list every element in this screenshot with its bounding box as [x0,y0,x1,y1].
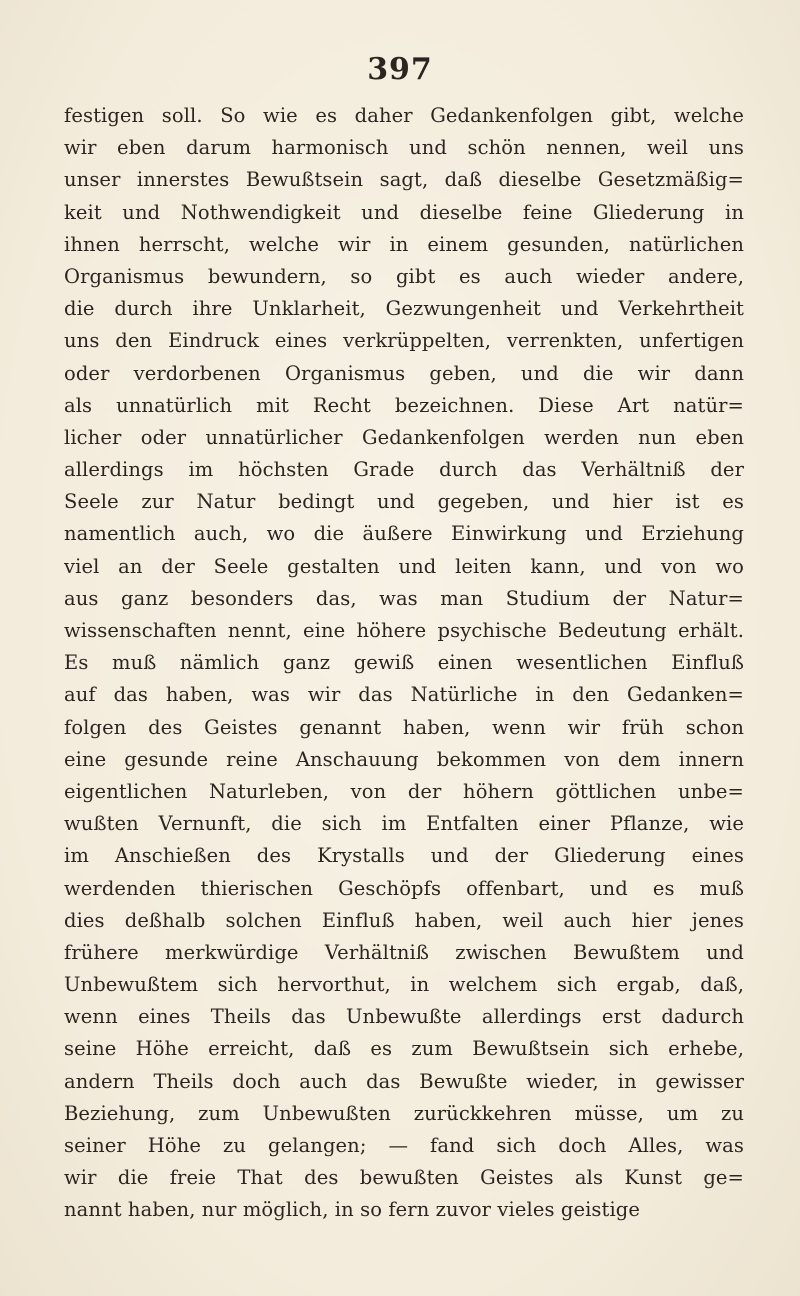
text-line: festigen soll. So wie es daher Gedankenfolgen gibt, welche [64,104,744,127]
text-line: licher oder unnatürlicher Gedankenfolgen werden nun eben [64,425,744,449]
text-line: viel an der Seele gestalten und leiten kann, und von wo [64,554,744,578]
text-line: Unbewußtem sich hervorthut, in welchem sich ergab, daß, [64,973,744,997]
text-line: Organismus bewundern, so gibt es auch wieder andere, [64,264,744,288]
text-line: auf das haben, was wir das Natürliche in den Gedanken= [64,683,744,707]
text-line: Beziehung, zum Unbewußten zurückkehren müsse, um zu [64,1101,744,1125]
text-line: keit und Nothwendigkeit und dieselbe feine Gliederung in [64,200,744,224]
text-line: Es muß nämlich ganz gewiß einen wesentlichen Einfluß [64,651,744,675]
text-line: eigentlichen Naturleben, von der höhern göttlichen unbe= [64,779,744,803]
text-line: unser innerstes Bewußtsein sagt, daß dieselbe Gesetzmäßig= [64,168,744,192]
body-text [64,100,744,1227]
text-line: als unnatürlich mit Recht bezeichnen. Diese Art natür= [64,393,744,417]
text-line: wir die freie That des bewußten Geistes als Kunst ge= [64,1166,744,1190]
text-line: frühere merkwürdige Verhältniß zwischen Bewußtem und [64,940,744,964]
text-line: im Anschießen des Krystalls und der Gliederung eines [64,844,744,868]
text-line: die durch ihre Unklarheit, Gezwungenheit und Verkehrtheit [64,297,744,321]
text-line: seiner Höhe zu gelangen; — fand sich doch Alles, was [64,1134,744,1157]
text-line: wußten Vernunft, die sich im Entfalten einer Pflanze, wie [64,812,744,836]
text-line: seine Höhe erreicht, daß es zum Bewußtsein sich erhebe, [64,1037,744,1061]
text-line: wenn eines Theils das Unbewußte allerdings erst dadurch [64,1005,744,1029]
text-line: Seele zur Natur bedingt und gegeben, und hier ist es [64,490,744,514]
page-number: 397 [367,52,433,87]
text-line: wissenschaften nennt, eine höhere psychische Bedeutung erhält. [64,619,744,642]
text-line: dies deßhalb solchen Einfluß haben, weil auch hier jenes [64,908,744,932]
text-line: aus ganz besonders das, was man Studium der Natur= [64,586,744,610]
text-line: eine gesunde reine Anschauung bekommen von dem innern [64,747,744,771]
text-line: ihnen herrscht, welche wir in einem gesunden, natürlichen [64,232,744,256]
text-line: uns den Eindruck eines verkrüppelten, verrenkten, unfertigen [64,329,744,353]
text-line: allerdings im höchsten Grade durch das Verhältniß der [64,458,744,482]
text-line: andern Theils doch auch das Bewußte wieder, in gewisser [64,1069,744,1093]
text-line: werdenden thierischen Geschöpfs offenbart, und es muß [64,876,744,900]
text-line: wir eben darum harmonisch und schön nennen, weil uns [64,136,744,160]
text-line: oder verdorbenen Organismus geben, und die wir dann [64,361,744,385]
text-line: nannt haben, nur möglich, in so fern zuvor vieles geistige [64,1198,641,1222]
text-line: folgen des Geistes genannt haben, wenn wir früh schon [64,715,744,739]
text-line: namentlich auch, wo die äußere Einwirkung und Erziehung [64,522,744,546]
